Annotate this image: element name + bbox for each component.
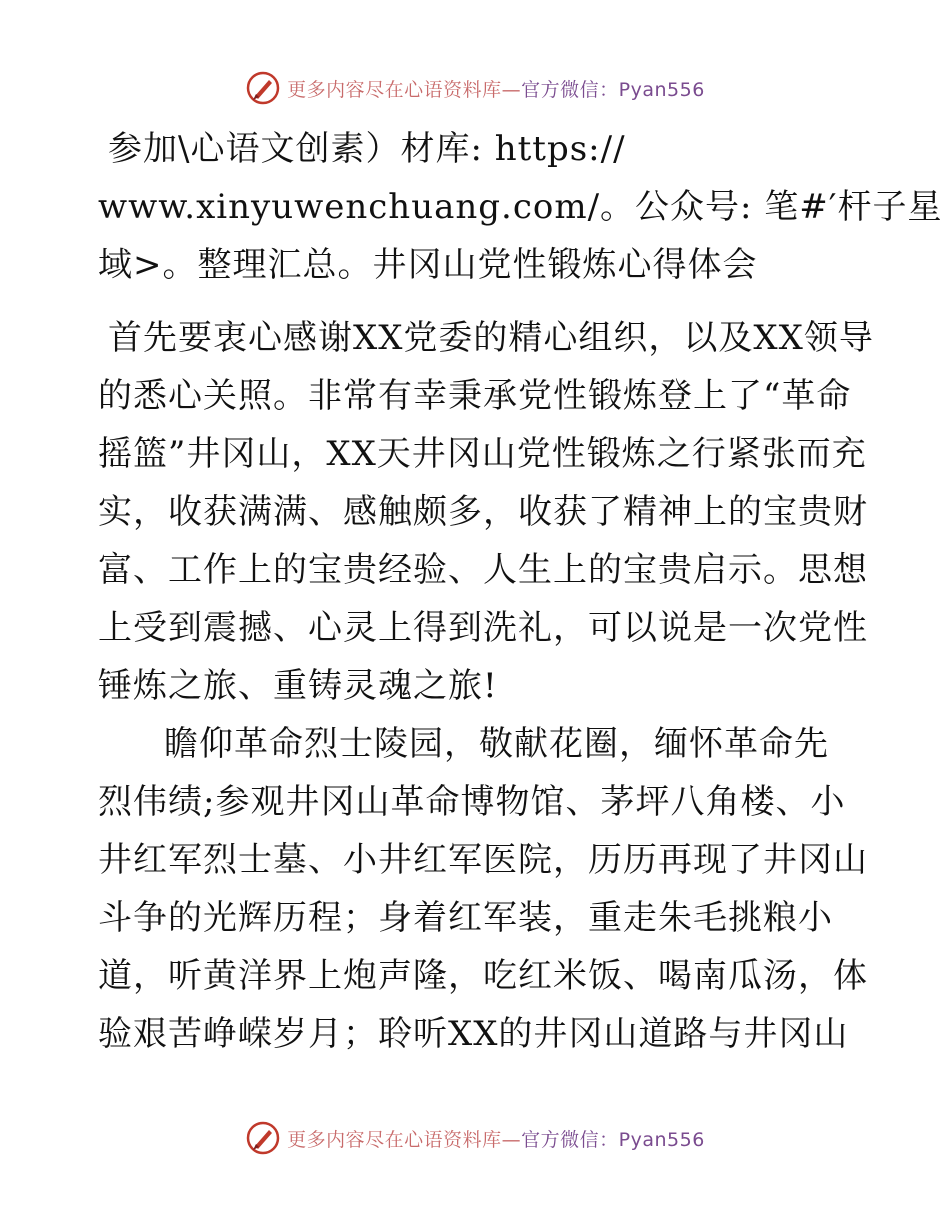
pen-logo-icon <box>245 70 281 106</box>
text-line: 井红军烈士墓、小井红军医院，历历再现了井冈山 <box>98 840 868 880</box>
footer-brand: 更多内容尽在心语资料库— <box>287 1128 522 1151</box>
footer-banner-text <box>287 1125 705 1152</box>
text-line: www.xinyuwenchuang.com/。公众号: 笔#′杆子星 <box>98 187 943 227</box>
text-line: 斗争的光辉历程；身着红军装，重走朱毛挑粮小 <box>98 898 833 938</box>
text-line: 上受到震撼、心灵上得到洗礼，可以说是一次党性 <box>98 608 868 648</box>
header-banner <box>0 70 950 106</box>
text-line: 验艰苦峥嵘岁月；聆听XX的井冈山道路与井冈山 <box>98 1014 849 1054</box>
text-line: 首先要衷心感谢XX党委的精心组织，以及XX领导 <box>108 318 874 358</box>
text-line: 富、工作上的宝贵经验、人生上的宝贵启示。思想 <box>98 550 868 590</box>
text-line: 瞻仰革命烈士陵园，敬献花圈，缅怀革命先 <box>164 724 829 764</box>
text-line: 域>。整理汇总。井冈山党性锻炼心得体会 <box>98 245 758 285</box>
text-line: 参加\心语文创素）材库: https:// <box>108 129 626 169</box>
footer-wechat: 官方微信：Pyan556 <box>521 1128 705 1151</box>
text-line: 烈伟绩;参观井冈山革命博物馆、茅坪八角楼、小 <box>98 782 846 822</box>
paragraph-intro <box>98 120 943 294</box>
text-line: 的悉心关照。非常有幸秉承党性锻炼登上了“革命 <box>98 376 852 416</box>
header-brand: 更多内容尽在心语资料库— <box>287 78 522 101</box>
text-line: 锤炼之旅、重铸灵魂之旅! <box>98 666 498 706</box>
paragraph-thanks <box>98 309 874 715</box>
pen-logo-icon <box>245 1120 281 1156</box>
text-line: 道，听黄洋界上炮声隆，吃红米饭、喝南瓜汤，体 <box>98 956 868 996</box>
paragraph-visit <box>98 715 868 1063</box>
text-line: 摇篮”井冈山，XX天井冈山党性锻炼之行紧张而充 <box>98 434 867 474</box>
header-wechat: 官方微信：Pyan556 <box>521 78 705 101</box>
footer-banner <box>0 1120 950 1156</box>
text-line: 实，收获满满、感触颇多，收获了精神上的宝贵财 <box>98 492 868 532</box>
header-banner-text <box>287 75 705 102</box>
